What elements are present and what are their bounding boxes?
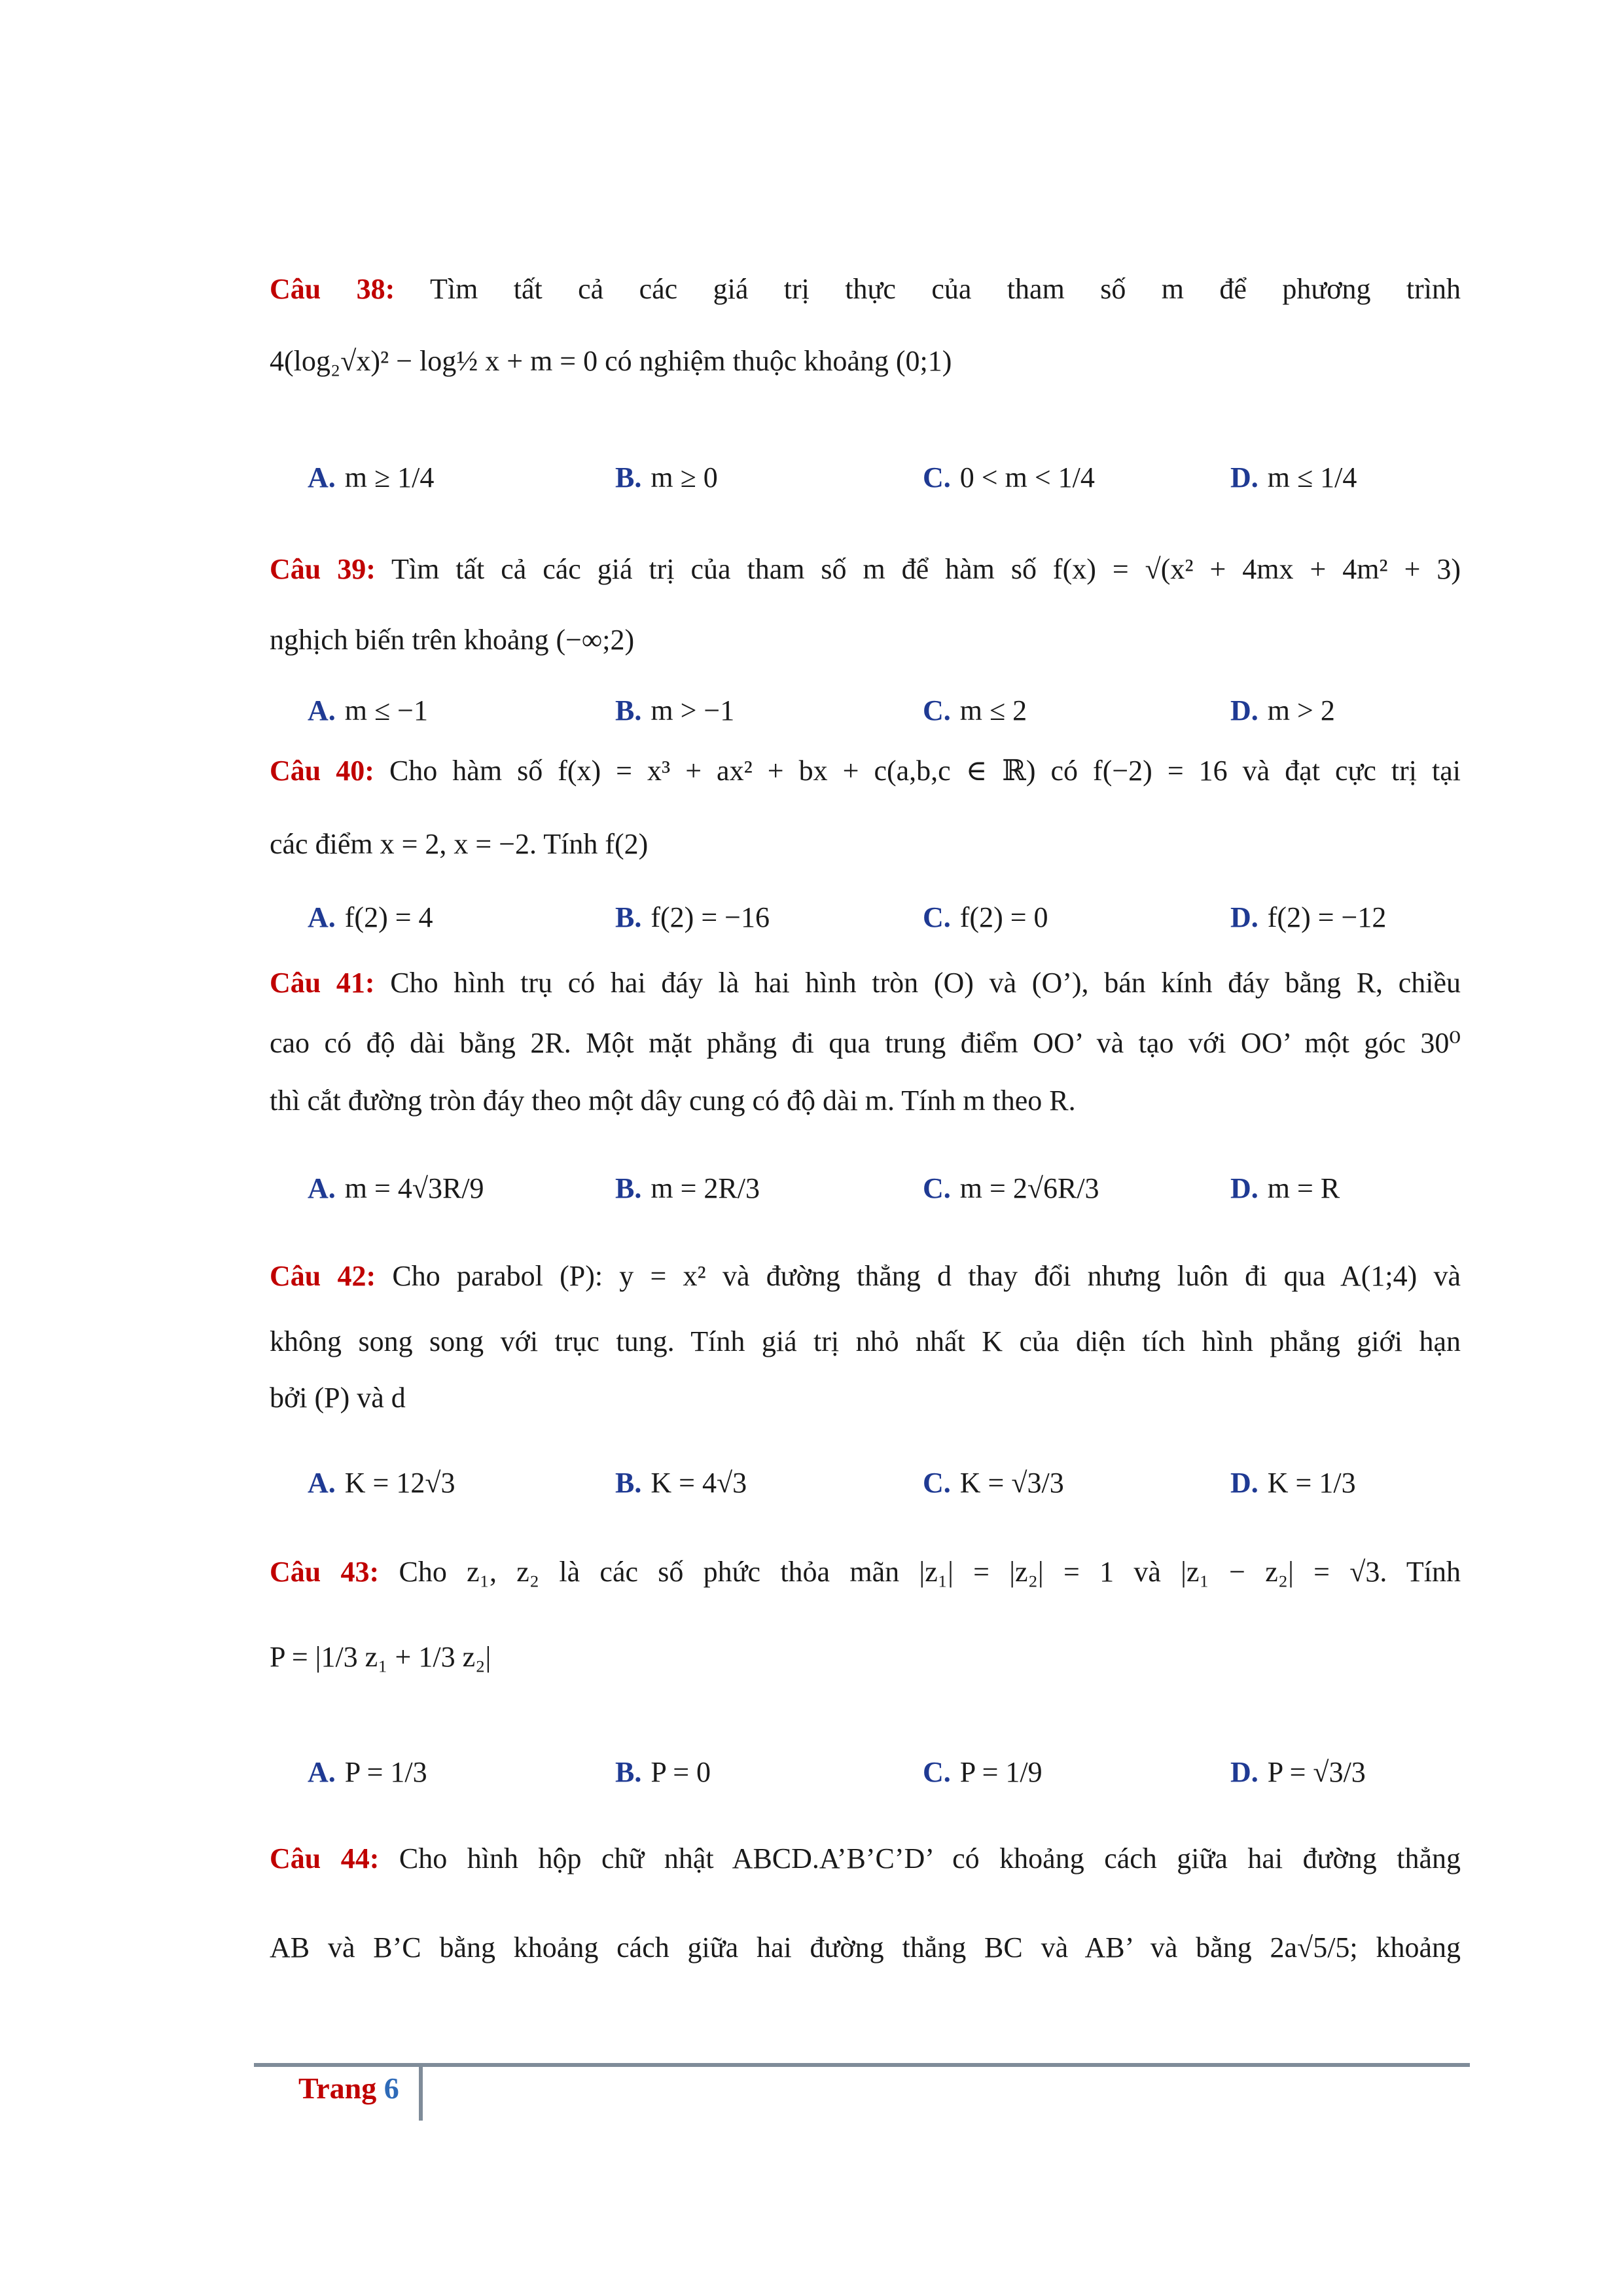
question-label: Câu 39: — [270, 553, 376, 585]
option-b[interactable]: B. f(2) = −16 — [615, 901, 770, 933]
option-text: f(2) = 0 — [959, 901, 1048, 933]
option-text: m = 2R/3 — [651, 1172, 760, 1204]
question-text: bởi (P) và d — [270, 1382, 406, 1414]
question-38-line-1 — [270, 270, 1461, 309]
option-text: m = R — [1267, 1172, 1340, 1204]
option-text: m > 2 — [1267, 694, 1335, 726]
question-text: Cho z₁, z₂ là các số phức thỏa mãn |z₁| = |z₂| = 1 và |z₁ − z₂| = √3. Tính — [399, 1556, 1461, 1588]
question-44-line-2 — [270, 1928, 1461, 1967]
option-a[interactable]: A. m ≥ 1/4 — [308, 461, 435, 493]
option-c[interactable]: C. P = 1/9 — [923, 1756, 1043, 1788]
question-text: Cho hình hộp chữ nhật ABCD.A’B’C’D’ có khoảng cách giữa hai đường thẳng — [399, 1842, 1461, 1874]
option-a[interactable]: A. P = 1/3 — [308, 1756, 427, 1788]
option-text: m ≥ 1/4 — [344, 461, 435, 493]
question-label: Câu 43: — [270, 1556, 380, 1588]
option-c[interactable]: C. 0 < m < 1/4 — [923, 461, 1095, 493]
question-42-line-1 — [270, 1257, 1461, 1296]
question-text: Cho hình trụ có hai đáy là hai hình tròn (O) và (O’), bán kính đáy bằng R, chiều — [390, 967, 1461, 999]
option-text: m ≥ 0 — [651, 461, 718, 493]
option-b[interactable]: B. m = 2R/3 — [615, 1172, 760, 1204]
option-text: f(2) = −12 — [1267, 901, 1387, 933]
option-d[interactable]: D. m = R — [1230, 1172, 1340, 1204]
question-label: Câu 42: — [270, 1260, 376, 1292]
question-44-line-1 — [270, 1839, 1461, 1878]
question-text: Tìm tất cả các giá trị thực của tham số m để phương trình — [429, 273, 1461, 305]
question-38-line-2 — [270, 342, 1461, 381]
question-label: Câu 41: — [270, 967, 375, 999]
question-40-line-2 — [270, 825, 1461, 864]
question-43-line-2 — [270, 1638, 1461, 1677]
option-a[interactable]: A. m ≤ −1 — [308, 694, 428, 726]
option-text: P = 1/3 — [344, 1756, 427, 1788]
footer-label: Trang — [298, 2072, 377, 2105]
option-b[interactable]: B. m ≥ 0 — [615, 461, 718, 493]
question-label: Câu 44: — [270, 1842, 380, 1874]
option-text: K = 12√3 — [344, 1467, 455, 1499]
option-c[interactable]: C. f(2) = 0 — [923, 901, 1048, 933]
option-d[interactable]: D. m > 2 — [1230, 694, 1335, 726]
option-text: P = 0 — [651, 1756, 711, 1788]
footer-divider — [419, 2066, 423, 2121]
footer-rule — [254, 2063, 1470, 2067]
question-39-line-2 — [270, 620, 1461, 660]
option-b[interactable]: B. P = 0 — [615, 1756, 711, 1788]
option-c[interactable]: C. m ≤ 2 — [923, 694, 1027, 726]
option-d[interactable]: D. P = √3/3 — [1230, 1756, 1366, 1788]
question-41-line-1 — [270, 963, 1461, 1003]
question-text: không song song với trục tung. Tính giá trị nhỏ nhất K của diện tích hình phẳng giới hạn — [270, 1325, 1461, 1357]
question-text: nghịch biến trên khoảng (−∞;2) — [270, 624, 635, 656]
question-text: thì cắt đường tròn đáy theo một dây cung có độ dài m. Tính m theo R. — [270, 1085, 1076, 1117]
option-text: m = 2√6R/3 — [959, 1172, 1099, 1204]
question-39-line-1 — [270, 550, 1461, 589]
option-d[interactable]: D. f(2) = −12 — [1230, 901, 1387, 933]
question-text: Cho hàm số f(x) = x³ + ax² + bx + c(a,b,c ∈ ℝ) có f(−2) = 16 và đạt cực trị tại — [389, 755, 1461, 787]
option-text: K = 4√3 — [651, 1467, 747, 1499]
option-text: m ≤ 1/4 — [1267, 461, 1357, 493]
option-c[interactable]: C. K = √3/3 — [923, 1467, 1064, 1499]
question-text: AB và B’C bằng khoảng cách giữa hai đường thẳng BC và AB’ và bằng 2a√5/5; khoảng — [270, 1931, 1461, 1964]
option-text: K = 1/3 — [1267, 1467, 1356, 1499]
question-text: Tìm tất cả các giá trị của tham số m để hàm số f(x) = √(x² + 4mx + 4m² + 3) — [391, 553, 1461, 585]
option-d[interactable]: D. m ≤ 1/4 — [1230, 461, 1357, 493]
option-text: K = √3/3 — [959, 1467, 1064, 1499]
option-b[interactable]: B. m > −1 — [615, 694, 735, 726]
question-formula: P = |1/3 z₁ + 1/3 z₂| — [270, 1641, 491, 1673]
option-text: m ≤ −1 — [344, 694, 428, 726]
question-42-line-2 — [270, 1322, 1461, 1361]
question-43-line-1 — [270, 1552, 1461, 1592]
question-41-line-3 — [270, 1081, 1461, 1121]
question-text: cao có độ dài bằng 2R. Một mặt phẳng đi qua trung điểm OO’ và tạo với OO’ một góc 30⁰ — [270, 1027, 1461, 1059]
option-text: m ≤ 2 — [959, 694, 1027, 726]
question-text: Cho parabol (P): y = x² và đường thẳng d thay đổi nhưng luôn đi qua A(1;4) và — [392, 1260, 1461, 1292]
question-40-line-1 — [270, 751, 1461, 791]
question-42-line-3 — [270, 1378, 1461, 1418]
option-text: f(2) = −16 — [651, 901, 770, 933]
question-formula: 4(log₂√x)² − log½ x + m = 0 — [270, 345, 598, 377]
question-text: các điểm x = 2, x = −2. Tính f(2) — [270, 828, 649, 860]
option-a[interactable]: A. m = 4√3R/9 — [308, 1172, 484, 1204]
page-footer — [298, 2071, 399, 2106]
question-label: Câu 38: — [270, 273, 395, 305]
option-a[interactable]: A. K = 12√3 — [308, 1467, 455, 1499]
option-a[interactable]: A. f(2) = 4 — [308, 901, 433, 933]
option-text: P = 1/9 — [959, 1756, 1043, 1788]
question-label: Câu 40: — [270, 755, 374, 787]
option-text: f(2) = 4 — [344, 901, 433, 933]
page-number: 6 — [383, 2072, 399, 2105]
question-41-line-2 — [270, 1024, 1461, 1063]
question-text: có nghiệm thuộc khoảng (0;1) — [605, 345, 952, 377]
option-text: P = √3/3 — [1267, 1756, 1366, 1788]
option-text: 0 < m < 1/4 — [959, 461, 1095, 493]
option-text: m = 4√3R/9 — [344, 1172, 484, 1204]
option-c[interactable]: C. m = 2√6R/3 — [923, 1172, 1099, 1204]
option-b[interactable]: B. K = 4√3 — [615, 1467, 747, 1499]
option-text: m > −1 — [651, 694, 735, 726]
option-d[interactable]: D. K = 1/3 — [1230, 1467, 1356, 1499]
